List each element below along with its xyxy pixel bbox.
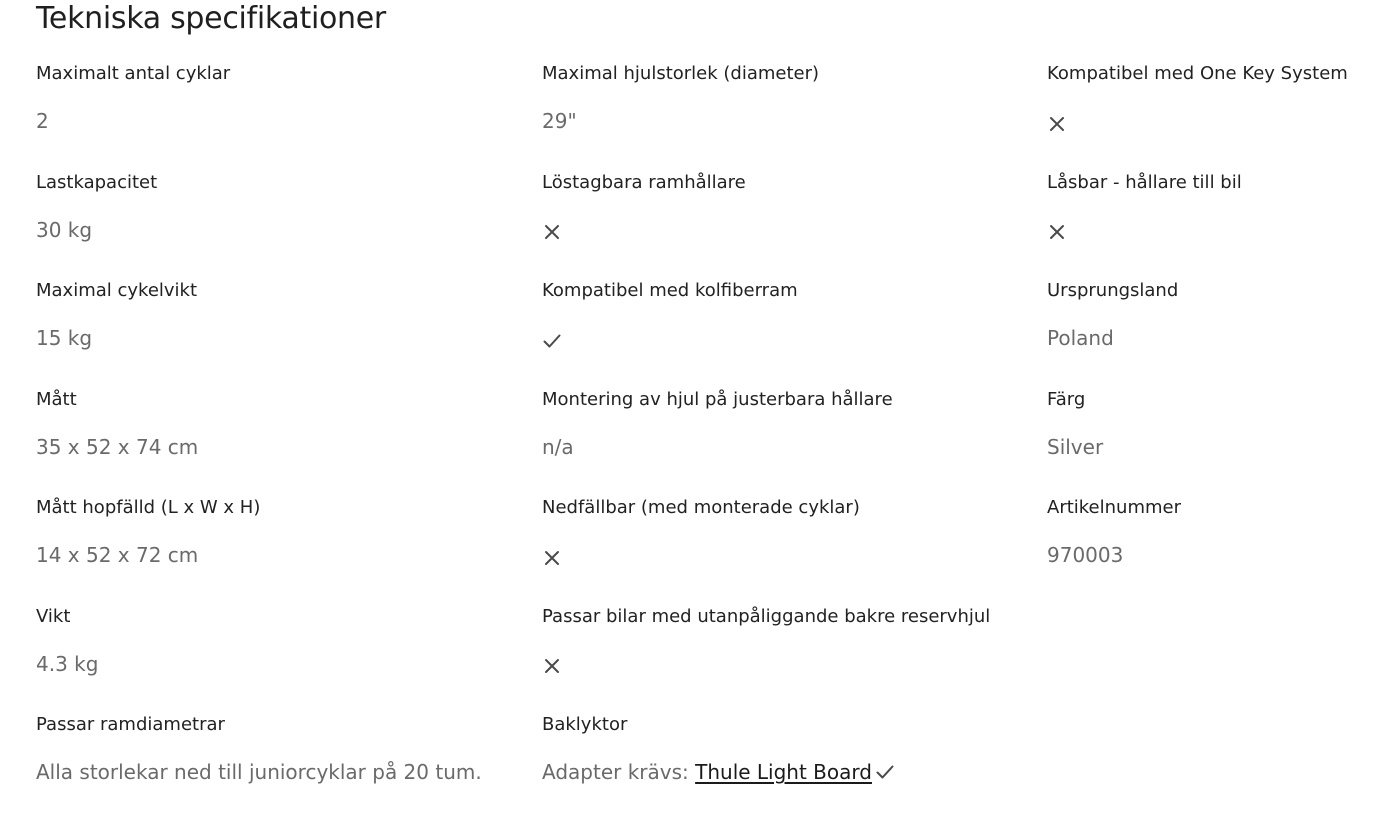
- spec-value: 4.3 kg: [36, 651, 99, 676]
- spec-max-bikes: [36, 62, 516, 135]
- spec-label: Kompatibel med One Key System: [1047, 63, 1348, 84]
- spec-tiltable: [542, 496, 1022, 569]
- spec-value: [542, 758, 1022, 786]
- spec-value: 2: [36, 109, 49, 133]
- cross-icon: [1047, 114, 1067, 134]
- spec-label: Låsbar - hållare till bil: [1047, 171, 1242, 193]
- spec-label: Maximalt antal cyklar: [36, 63, 231, 84]
- spec-frame-diameters: [36, 713, 516, 786]
- spec-label: Färg: [1047, 388, 1086, 410]
- spec-label: Baklyktor: [542, 714, 628, 735]
- spec-carbon-frame: [542, 279, 1022, 352]
- spec-row: [36, 279, 1376, 388]
- spec-row: [36, 62, 1376, 171]
- spec-value: Alla storlekar ned till juniorcyklar på 20 tum.: [36, 760, 482, 784]
- spec-label: Kompatibel med kolfiberram: [542, 280, 798, 301]
- spec-value: 35 x 52 x 74 cm: [36, 434, 199, 459]
- spec-grid: [36, 62, 1376, 822]
- spec-label: Ursprungsland: [1047, 280, 1179, 301]
- spec-label: Vikt: [36, 605, 71, 627]
- spec-row: [36, 713, 1376, 822]
- spec-label: Montering av hjul på justerbara hållare: [542, 388, 893, 410]
- spec-max-wheel-size: [542, 62, 1022, 135]
- spec-label: Passar ramdiametrar: [36, 714, 225, 735]
- cross-icon: [542, 222, 562, 242]
- spec-label: Maximal cykelvikt: [36, 280, 198, 301]
- spec-one-key: [1047, 62, 1377, 135]
- spec-value: [542, 541, 1022, 569]
- spec-label: Mått hopfälld (L x W x H): [36, 497, 261, 518]
- spec-value: Silver: [1047, 434, 1104, 459]
- spec-label: Mått: [36, 388, 77, 410]
- spec-label: Passar bilar med utanpåliggande bakre reservhjul: [542, 605, 991, 627]
- spec-folded-dimensions: [36, 496, 516, 569]
- spec-label: Artikelnummer: [1047, 497, 1181, 518]
- spec-detachable-frame-holders: [542, 171, 1022, 244]
- spec-row: [36, 496, 1376, 605]
- spec-value: 14 x 52 x 72 cm: [36, 543, 199, 567]
- spec-value: [542, 324, 1022, 352]
- spec-row: [36, 388, 1376, 497]
- spec-origin-country: [1047, 279, 1377, 352]
- spec-value: [1047, 216, 1377, 244]
- spec-value: [542, 650, 1022, 678]
- spec-rear-lights: [542, 713, 1022, 786]
- spec-weight: [36, 605, 516, 678]
- cross-icon: [1047, 222, 1067, 242]
- spec-row: [36, 171, 1376, 280]
- spec-color: [1047, 388, 1377, 461]
- spec-value: [1047, 107, 1377, 135]
- adapter-prefix: Adapter krävs:: [542, 760, 696, 784]
- cross-icon: [542, 548, 562, 568]
- spec-value: 970003: [1047, 543, 1124, 567]
- spec-row: [36, 605, 1376, 714]
- spec-load-capacity: [36, 171, 516, 244]
- spec-article-number: [1047, 496, 1377, 569]
- thule-light-board-link[interactable]: Thule Light Board: [695, 760, 872, 784]
- spec-value: n/a: [542, 434, 574, 459]
- spec-label: Nedfällbar (med monterade cyklar): [542, 497, 860, 518]
- spec-label: Maximal hjulstorlek (diameter): [542, 63, 820, 84]
- cross-icon: [542, 656, 562, 676]
- spec-lockable-to-car: [1047, 171, 1377, 244]
- spec-spare-wheel: [542, 605, 1022, 678]
- check-icon: [875, 762, 895, 782]
- spec-dimensions: [36, 388, 516, 461]
- spec-value: 15 kg: [36, 326, 93, 350]
- spec-value: 29": [542, 109, 577, 133]
- check-icon: [542, 331, 562, 351]
- spec-label: Lastkapacitet: [36, 171, 158, 193]
- spec-value: Poland: [1047, 326, 1114, 350]
- page-title: Tekniska specifikationer: [36, 1, 386, 36]
- spec-value: 30 kg: [36, 217, 93, 242]
- spec-max-bike-weight: [36, 279, 516, 352]
- spec-wheel-mounting: [542, 388, 1022, 461]
- spec-label: Löstagbara ramhållare: [542, 171, 746, 193]
- spec-value: [542, 216, 1022, 244]
